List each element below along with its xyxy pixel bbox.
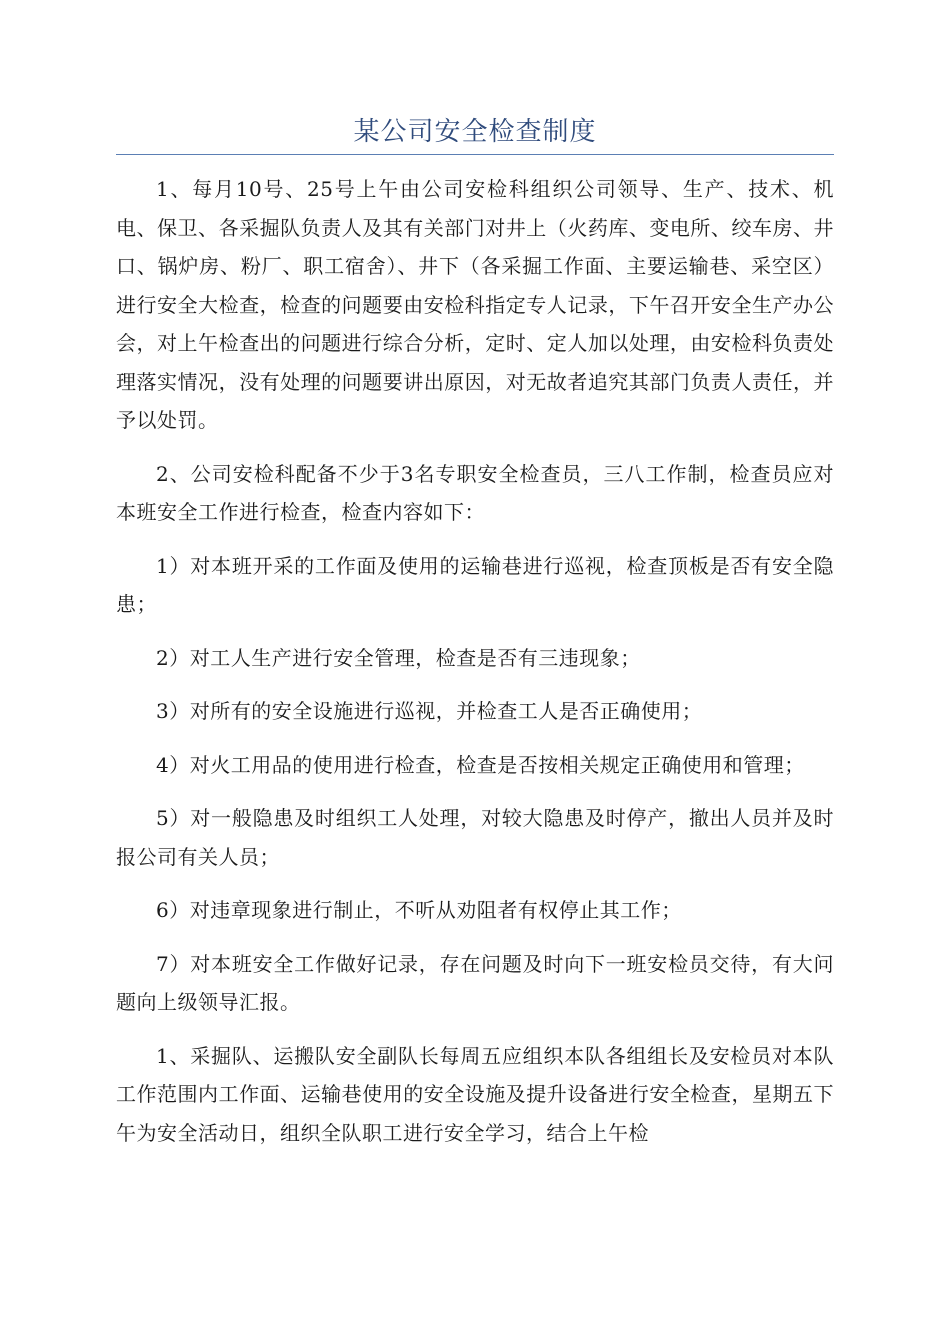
document-body — [116, 170, 834, 1167]
title-underline — [116, 154, 834, 155]
list-item-1: 1）对本班开采的工作面及使用的运输巷进行巡视，检查顶板是否有安全隐患； — [116, 553, 834, 616]
list-item-7: 7）对本班安全工作做好记录，存在问题及时向下一班安检员交待，有大问题向上级领导汇报。 — [116, 951, 834, 1014]
list-item-4: 4）对火工用品的使用进行检查，检查是否按相关规定正确使用和管理； — [156, 752, 805, 777]
list-item-2: 2）对工人生产进行安全管理，检查是否有三违现象； — [156, 645, 641, 670]
paragraph-2: 2、公司安检科配备不少于3名专职安全检查员，三八工作制，检查员应对本班安全工作进行检查，检查内容如下： — [116, 461, 834, 524]
list-item-6: 6）对违章现象进行制止，不听从劝阻者有权停止其工作； — [156, 898, 682, 922]
list-item-5: 5）对一般隐患及时组织工人处理，对较大隐患及时停产，撤出人员并及时报公司有关人员； — [116, 806, 834, 869]
page-title: 某公司安全检查制度 — [353, 117, 597, 147]
list-item-3: 3）对所有的安全设施进行巡视，并检查工人是否正确使用； — [156, 699, 703, 723]
paragraph-1: 1、每月10号、25号上午由公司安检科组织公司领导、生产、技术、机电、保卫、各采掘队负责人及其有关部门对井上（火药库、变电所、绞车房、井口、锅炉房、粉厂、职工宿舍）、井下（各采掘工作面、主要运输巷、采空区）进行安全大检查，检查的问题要由安检科指定专人记录，下午召开安全生产办公会，对上午检查出的问题进行综合分析，定时、定人加以处理，由安检科负责处理落实情况，没有处理的问题要讲出原因，对无故者追究其部门负责人责任，并予以处罚。 — [116, 177, 834, 432]
paragraph-3: 1、采掘队、运搬队安全副队长每周五应组织本队各组组长及安检员对本队工作范围内工作面、运输巷使用的安全设施及提升设备进行安全检查，星期五下午为安全活动日，组织全队职工进行安全学习，结合上午检 — [116, 1043, 834, 1145]
